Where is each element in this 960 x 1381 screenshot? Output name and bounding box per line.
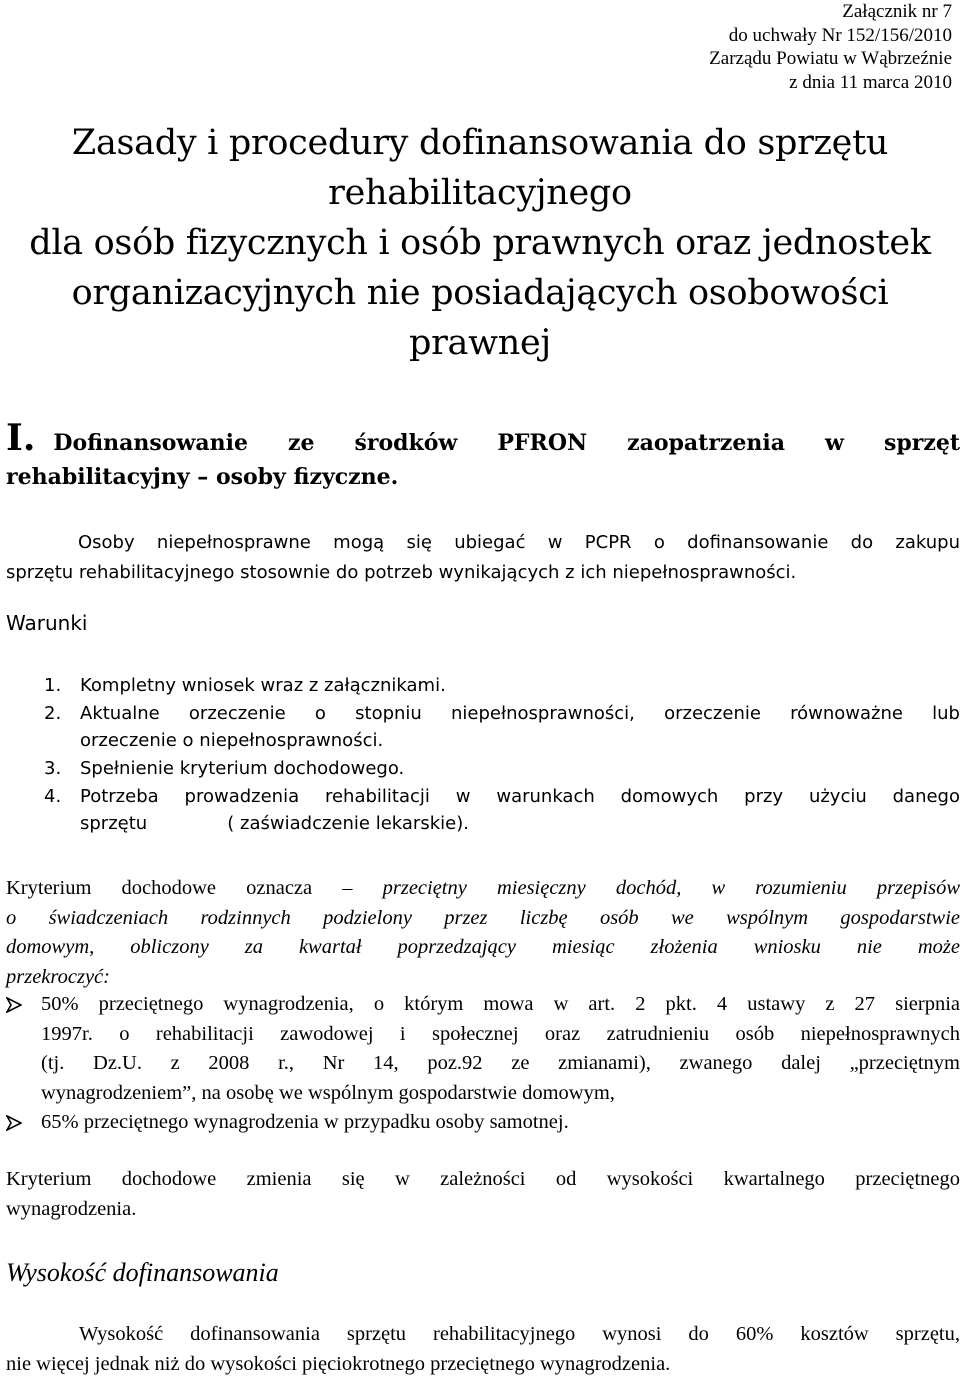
title-line: rehabilitacyjnego bbox=[328, 173, 632, 213]
condition-item bbox=[6, 672, 960, 699]
threshold-text: 65% przeciętnego wynagrodzenia w przypadku osoby samotnej. bbox=[41, 1111, 569, 1133]
title-line: prawnej bbox=[409, 323, 551, 363]
amount-paragraph bbox=[6, 1320, 960, 1379]
threshold-text: 50% przeciętnego wynagrodzenia, o którym mowa w art. 2 pkt. 4 ustawy z 27 sierpnia bbox=[41, 993, 960, 1015]
arrow-bullet-icon bbox=[6, 1115, 22, 1131]
condition-item bbox=[6, 700, 960, 754]
section-number: I. bbox=[6, 417, 36, 459]
condition-item bbox=[6, 783, 960, 837]
condition-text: Kompletny wniosek wraz z załącznikami. bbox=[80, 675, 446, 696]
intro-paragraph bbox=[6, 528, 960, 588]
threshold-text: wynagrodzeniem”, na osobę we wspólnym gospodarstwie domowym, bbox=[41, 1081, 615, 1104]
annex-resolution: do uchwały Nr 152/156/2010 bbox=[728, 24, 952, 46]
income-line: domowym, obliczony za kwartał poprzedzający miesiąc złożenia wniosku nie może bbox=[6, 936, 960, 958]
condition-number: 1. bbox=[44, 675, 62, 696]
income-line: o świadczeniach rodzinnych podzielony przez liczbę osób we wspólnym gospodarstwie bbox=[6, 906, 960, 929]
income-criterion-paragraph bbox=[6, 874, 960, 992]
income-line: przekroczyć: bbox=[6, 965, 110, 988]
condition-text: Spełnienie kryterium dochodowego. bbox=[80, 758, 405, 779]
threshold-item bbox=[6, 1108, 960, 1138]
income-line bbox=[6, 874, 960, 904]
section-heading-text: Dofinansowanie ze środków PFRON zaopatrzenia w sprzęt bbox=[53, 430, 960, 456]
section-heading-line: rehabilitacyjny – osoby fizyczne. bbox=[6, 464, 399, 490]
annex-date: z dnia 11 marca 2010 bbox=[789, 71, 952, 93]
amount-line: Wysokość dofinansowania sprzętu rehabilitacyjnego wynosi do 60% kosztów sprzętu, bbox=[79, 1323, 960, 1345]
amount-line: nie więcej jednak niż do wysokości pięciokrotnego przeciętnego wynagrodzenia. bbox=[6, 1352, 671, 1375]
section-heading bbox=[6, 418, 960, 497]
condition-number: 3. bbox=[44, 758, 62, 779]
criterion-change-paragraph bbox=[6, 1165, 960, 1224]
annex-board: Zarządu Powiatu w Wąbrzeźnie bbox=[709, 48, 952, 69]
conditions-list bbox=[6, 672, 960, 838]
income-definition: przeciętny miesięczny dochód, w rozumieniu przepisów bbox=[382, 877, 960, 899]
title-line: organizacyjnych nie posiadających osobowości bbox=[71, 273, 889, 313]
threshold-list bbox=[6, 990, 960, 1138]
condition-number: 2. bbox=[44, 703, 62, 724]
threshold-item bbox=[6, 990, 960, 1108]
condition-item bbox=[6, 755, 960, 782]
condition-text: sprzętu ( zaświadczenie lekarskie). bbox=[80, 813, 469, 834]
threshold-text: 1997r. o rehabilitacji zawodowej i społecznej oraz zatrudnieniu osób niepełnosprawnych bbox=[41, 1022, 960, 1045]
title-line: dla osób fizycznych i osób prawnych oraz jednostek bbox=[29, 223, 931, 263]
document-title bbox=[0, 118, 960, 368]
condition-text: Aktualne orzeczenie o stopniu niepełnosprawności, orzeczenie równoważne lub bbox=[80, 703, 960, 724]
title-line: Zasady i procedury dofinansowania do sprzętu bbox=[71, 123, 889, 163]
conditions-heading: Warunki bbox=[6, 611, 88, 635]
arrow-bullet-icon bbox=[6, 997, 22, 1013]
condition-text: orzeczenie o niepełnosprawności. bbox=[80, 730, 384, 751]
condition-number: 4. bbox=[44, 786, 62, 807]
intro-line: Osoby niepełnosprawne mogą się ubiegać w PCPR o dofinansowanie do zakupu bbox=[78, 532, 960, 553]
intro-line: sprzętu rehabilitacyjnego stosownie do potrzeb wynikających z ich niepełnosprawności. bbox=[6, 562, 797, 583]
change-line: wynagrodzenia. bbox=[6, 1197, 137, 1220]
amount-heading: Wysokość dofinansowania bbox=[6, 1258, 279, 1287]
annex-note bbox=[709, 0, 952, 94]
annex-number: Załącznik nr 7 bbox=[842, 1, 952, 22]
change-line: Kryterium dochodowe zmienia się w zależności od wysokości kwartalnego przeciętnego bbox=[6, 1168, 960, 1190]
income-lead: Kryterium dochodowe oznacza – bbox=[6, 877, 353, 899]
condition-text: Potrzeba prowadzenia rehabilitacji w warunkach domowych przy użyciu danego bbox=[80, 786, 960, 807]
threshold-text: (tj. Dz.U. z 2008 r., Nr 14, poz.92 ze zmianami), zwanego dalej „przeciętnym bbox=[41, 1052, 960, 1074]
